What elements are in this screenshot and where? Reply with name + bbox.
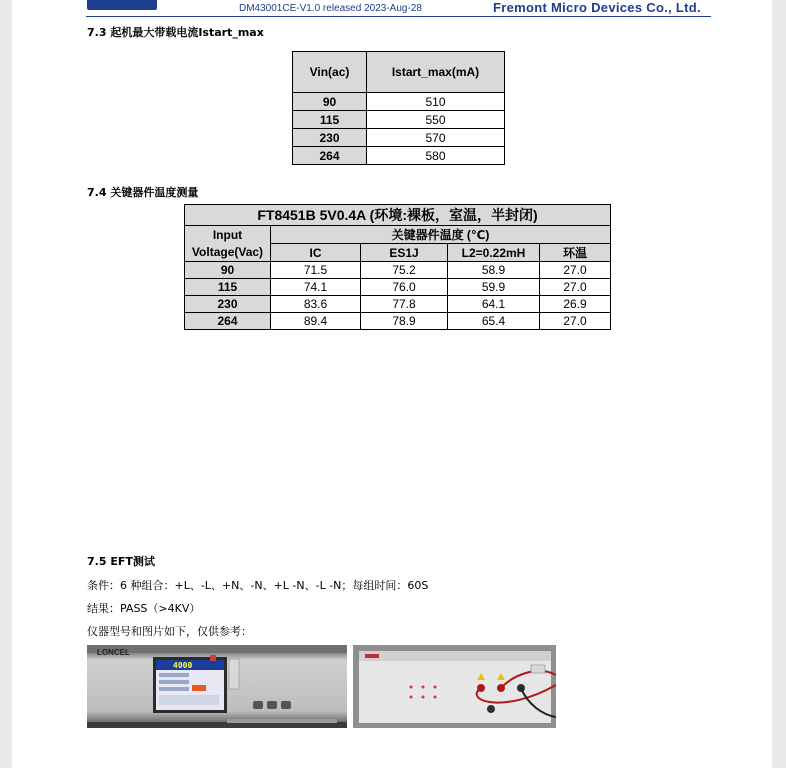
table-row <box>293 93 505 111</box>
section-7-5-title: 7.5 EFT测试 <box>87 555 155 568</box>
input-voltage-header: Input Voltage(Vac) <box>185 226 271 262</box>
header-divider <box>86 16 711 17</box>
cell: 89.4 <box>271 313 361 330</box>
cell: 90 <box>293 93 367 111</box>
cell: 64.1 <box>448 296 540 313</box>
cell: 230 <box>293 129 367 147</box>
cell: 230 <box>185 296 271 313</box>
fmd-logo <box>87 0 157 10</box>
table-row <box>185 313 611 330</box>
coupling-network-photo <box>353 645 556 728</box>
cell: 550 <box>367 111 505 129</box>
istart-col-vin: Vin(ac) <box>293 52 367 93</box>
cell: 75.2 <box>361 262 448 279</box>
cell: 27.0 <box>540 279 611 296</box>
col-ic: IC <box>271 244 361 262</box>
section-7-4-title: 7.4 关键器件温度测量 <box>87 186 199 199</box>
table-row <box>293 129 505 147</box>
col-es1j: ES1J <box>361 244 448 262</box>
cell: 83.6 <box>271 296 361 313</box>
cell: 71.5 <box>271 262 361 279</box>
header-doc-id: DM43001CE-V1.0 released 2023-Aug-28 <box>239 3 422 14</box>
col-ambient: 环温 <box>540 244 611 262</box>
cell: 65.4 <box>448 313 540 330</box>
cell: 115 <box>293 111 367 129</box>
cell: 27.0 <box>540 262 611 279</box>
cell: 90 <box>185 262 271 279</box>
eft-generator-photo <box>87 645 347 728</box>
cell: 27.0 <box>540 313 611 330</box>
eft-result: 结果：PASS（>4KV） <box>87 602 201 615</box>
temperature-table-title: FT8451B 5V0.4A (环境:裸板，室温，半封闭) <box>185 205 611 226</box>
table-row <box>185 296 611 313</box>
cell: 264 <box>293 147 367 165</box>
istart-table <box>292 51 505 165</box>
section-7-3-title: 7.3 起机最大带载电流Istart_max <box>87 26 264 39</box>
cell: 58.9 <box>448 262 540 279</box>
cell: 510 <box>367 93 505 111</box>
group-header: 关键器件温度 (℃) <box>271 226 611 244</box>
eft-instrument-note: 仪器型号和图片如下，仅供参考： <box>87 625 252 638</box>
temperature-table <box>184 204 611 330</box>
cell: 77.8 <box>361 296 448 313</box>
table-row <box>293 111 505 129</box>
cell: 59.9 <box>448 279 540 296</box>
document-page <box>12 0 772 768</box>
istart-col-istart: Istart_max(mA) <box>367 52 505 93</box>
header-company: Fremont Micro Devices Co., Ltd. <box>493 0 701 15</box>
cell: 115 <box>185 279 271 296</box>
eft-condition: 条件：6 种组合：+L、-L、+N、-N、+L -N、-L -N；每组时间：60S <box>87 579 429 592</box>
col-l2: L2=0.22mH <box>448 244 540 262</box>
cell: 76.0 <box>361 279 448 296</box>
brand-label: LONCEL <box>97 648 130 657</box>
table-row <box>185 279 611 296</box>
cell: 78.9 <box>361 313 448 330</box>
cell: 570 <box>367 129 505 147</box>
cell: 26.9 <box>540 296 611 313</box>
screen-value: 4000 <box>173 661 193 670</box>
cell: 74.1 <box>271 279 361 296</box>
cell: 264 <box>185 313 271 330</box>
cell: 580 <box>367 147 505 165</box>
table-row <box>185 262 611 279</box>
table-row <box>293 147 505 165</box>
